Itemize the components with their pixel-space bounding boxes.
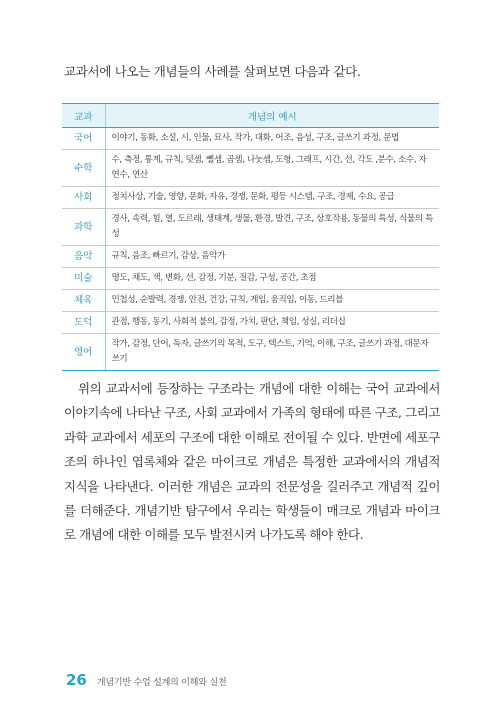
subject-cell: 미술 xyxy=(62,268,105,290)
table-row xyxy=(62,209,439,246)
subject-cell: 사회 xyxy=(62,187,105,209)
concept-examples-table xyxy=(62,103,439,371)
examples-cell: 작가, 감정, 단어, 독자, 글쓰기의 목적, 도구, 텍스트, 기억, 이해, 구조, 글쓰기 과정, 대문자 쓰기 xyxy=(105,334,439,371)
table-header-row xyxy=(62,104,439,128)
examples-cell: 수, 측정, 통계, 규칙, 덧셈, 뺄셈, 곱셈, 나눗셈, 도형, 그래프, 시간, 선, 각도 ,분수, 소수, 자연수, 연산 xyxy=(105,150,439,187)
subject-cell: 체육 xyxy=(62,290,105,312)
table-row xyxy=(62,246,439,268)
page-footer xyxy=(66,671,226,689)
subject-cell: 음악 xyxy=(62,246,105,268)
table-row xyxy=(62,268,439,290)
examples-cell: 관점, 행동, 동기, 사회적 불의, 감정, 가치, 판단, 책임, 성실, 리더십 xyxy=(105,312,439,334)
subject-cell: 수학 xyxy=(62,150,105,187)
header-examples: 개념의 예시 xyxy=(105,104,439,128)
body-paragraph: 위의 교과서에 등장하는 구조라는 개념에 대한 이해는 국어 교과에서 이야기속에 나타난 구조, 사회 교과에서 가족의 형태에 따른 구조, 그리고 과학 교과에서 세포의 구조에 대한 이해로 전이될 수 있다. 반면에 세포구조의 하나인 엽록체와 같은 마이크로 개념은 특정한 교과에서의 개념적 지식을 나타낸다. 이러한 개념은 교과의 전문성을 길러주고 개념적 깊이를 더해준다. 개념기반 탐구에서 우리는 학생들이 매크로 개념과 마이크로 개념에 대한 이해를 모두 발전시켜 나가도록 해야 한다. xyxy=(64,381,440,543)
subject-cell: 국어 xyxy=(62,128,105,150)
table-row xyxy=(62,128,439,150)
intro-sentence: 교과서에 나오는 개념들의 사례를 살펴보면 다음과 같다. xyxy=(64,64,361,79)
table-row xyxy=(62,334,439,371)
table-row xyxy=(62,187,439,209)
examples-cell: 경사, 속력, 힘, 열, 도르래, 생태계, 생물, 환경, 발견, 구조, 상호작용, 동물의 특성, 식물의 특성 xyxy=(105,209,439,246)
subject-cell: 도덕 xyxy=(62,312,105,334)
examples-cell: 민첩성, 순발력, 경쟁, 안전, 건강, 규칙, 게임, 움직임, 이동, 드리블 xyxy=(105,290,439,312)
examples-cell: 규칙, 음조, 빠르기, 감상, 음악가 xyxy=(105,246,439,268)
examples-cell: 정치사상, 기술, 영향, 문화, 자유, 경쟁, 문화, 평등 시스템, 구조, 경제, 수요, 공급 xyxy=(105,187,439,209)
running-title: 개념기반 수업 설계의 이해와 실천 xyxy=(96,678,227,688)
table-row xyxy=(62,290,439,312)
examples-cell: 명도, 채도, 색, 변화, 선, 감정, 기분, 질감, 구성, 공간, 초점 xyxy=(105,268,439,290)
table-row xyxy=(62,150,439,187)
table-row xyxy=(62,312,439,334)
examples-cell: 이야기, 동화, 소설, 시, 인물, 묘사, 작가, 대화, 어조, 음성, 구조, 글쓰기 과정, 문법 xyxy=(111,133,399,143)
subject-cell: 영어 xyxy=(62,334,105,371)
page-number: 26 xyxy=(66,671,87,689)
body-paragraph-block xyxy=(64,377,440,548)
header-subject: 교과 xyxy=(62,104,105,128)
subject-cell: 과학 xyxy=(62,209,105,246)
